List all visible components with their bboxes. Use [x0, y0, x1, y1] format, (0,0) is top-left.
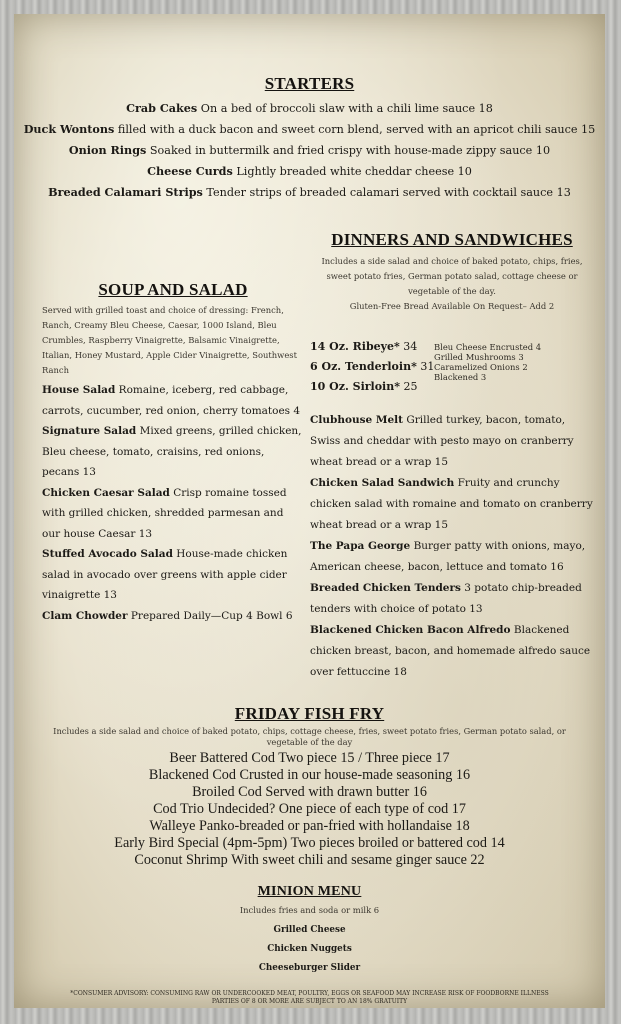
starters-section: [14, 74, 605, 203]
menu-item: [14, 98, 605, 119]
minion-item: Grilled Cheese: [273, 925, 346, 935]
fish-fry-heading: FRIDAY FISH FRY: [234, 704, 385, 723]
item-name: Breaded Chicken Tenders: [310, 582, 461, 594]
consumer-advisory: [34, 990, 585, 1006]
item-desc: filled with a duck bacon and sweet corn blend, served with an apricot chili sauce 15: [117, 123, 596, 136]
gluten-note: Gluten-Free Bread Available On Request– Add 2: [349, 301, 555, 311]
menu-item: [42, 380, 304, 421]
steak-item: [310, 376, 418, 397]
minion-item: Chicken Nuggets: [267, 944, 352, 954]
menu-item: [310, 620, 595, 683]
item-name: Cheese Curds: [147, 164, 233, 178]
steak-item: [310, 336, 417, 357]
menu-item: [48, 818, 571, 835]
steak-name: 14 Oz. Ribeye*: [310, 340, 400, 353]
steak-item: [310, 356, 434, 377]
menu-item: [42, 544, 304, 606]
item-name: The Papa George: [310, 540, 411, 552]
dressing-note: Served with grilled toast and choice of dressing: French, Ranch, Creamy Bleu Cheese, Caesar, 1000 Island, Bleu Crumbles, Raspberry Vinaigrette, Balsamic Vinaigrette, Italian, Honey Mustard, Apple Cider Vinaigrette, Southwest Ranch: [42, 305, 297, 375]
soup-salad-heading: SOUP AND SALAD: [98, 280, 248, 299]
item-desc: Crusted in our house-made seasoning 16: [239, 767, 471, 783]
item-name: Early Bird Special: [114, 835, 220, 851]
item-desc: Blackened chicken breast, bacon, and homemade alfredo sauce over fettuccine 18: [310, 624, 591, 678]
item-name: Blackened Cod: [148, 767, 236, 783]
item-name: Breaded Calamari Strips: [48, 185, 203, 199]
dinners-note: Includes a side salad and choice of baked potato, chips, fries, sweet potato fries, German potato salad, cottage cheese or vegetable of the day.: [321, 256, 583, 296]
item-desc: Fruity and crunchy chicken salad with romaine and tomato on cranberry wheat bread or a wrap 15: [310, 477, 593, 531]
item-name: Blackened Chicken Bacon Alfredo: [310, 624, 511, 636]
item-name: Clam Chowder: [42, 609, 128, 622]
item-name: House Salad: [42, 384, 116, 396]
menu-item: [14, 182, 605, 203]
menu-paper: [14, 14, 605, 1008]
item-desc: Tender strips of breaded calamari served with cocktail sauce 13: [206, 186, 571, 199]
item-name: Clubhouse Melt: [310, 414, 403, 426]
steak-price: 31: [420, 360, 435, 373]
advisory-line: PARTIES OF 8 OR MORE ARE SUBJECT TO AN 18% GRATUITY: [211, 998, 408, 1005]
menu-item: [42, 421, 304, 483]
menu-item: [48, 801, 571, 818]
item-desc: Grilled turkey, bacon, tomato, Swiss and cheddar with pesto mayo on cranberry wheat bread or a wrap 15: [310, 414, 574, 468]
steak-price: 25: [403, 380, 418, 393]
menu-item: [48, 750, 571, 767]
menu-item: [14, 119, 605, 140]
menu-item: [48, 835, 571, 852]
item-desc: Mixed greens, grilled chicken, Bleu cheese, tomato, craisins, red onions, pecans 13: [42, 425, 302, 478]
minion-heading: MINION MENU: [257, 884, 362, 899]
menu-item: [310, 410, 595, 473]
steak-extra: Caramelized Onions 2: [434, 362, 528, 372]
starters-heading: STARTERS: [264, 74, 355, 93]
minion-note: Includes fries and soda or milk 6: [239, 905, 380, 915]
menu-item: [42, 606, 304, 627]
item-desc: Burger patty with onions, mayo, American cheese, bacon, lettuce and tomato 16: [310, 540, 586, 573]
menu-item: [310, 578, 595, 620]
minion-section: [14, 884, 605, 978]
steak-name: 10 Oz. Sirloin*: [310, 380, 400, 393]
item-desc: On a bed of broccoli slaw with a chili lime sauce 18: [200, 102, 493, 115]
menu-item: [14, 140, 605, 161]
item-desc: Crisp romaine tossed with grilled chicken, shredded parmesan and our house Caesar 13: [42, 486, 287, 540]
menu-item: [14, 161, 605, 182]
steak-extra: Grilled Mushrooms 3: [434, 352, 524, 362]
steak-price: 34: [403, 340, 418, 353]
item-desc: Lightly breaded white cheddar cheese 10: [236, 165, 472, 178]
fish-fry-note: Includes a side salad and choice of baked potato, chips, cottage cheese, fries, sweet potato fries, German potato salad, or vegetable of the day: [53, 726, 566, 747]
item-name: Chicken Caesar Salad: [42, 486, 170, 499]
item-desc: Romaine, iceberg, red cabbage, carrots, cucumber, red onion, cherry tomatoes 4: [42, 384, 301, 417]
salad-list: [42, 380, 304, 626]
item-name: Beer Battered Cod: [169, 750, 275, 766]
menu-item: [48, 784, 571, 801]
sandwiches-list: [310, 410, 595, 683]
dinners-section: [310, 230, 594, 314]
steak-name: 6 Oz. Tenderloin*: [310, 360, 417, 373]
menu-item: [310, 473, 595, 536]
item-desc: Soaked in buttermilk and fried crispy with house-made zippy sauce 10: [149, 144, 551, 157]
item-name: Walleye: [149, 818, 196, 834]
dinners-heading: DINNERS AND SANDWICHES: [331, 230, 573, 249]
steaks-block: [310, 336, 595, 406]
item-desc: Panko-breaded or pan-fried with hollandaise 18: [199, 818, 470, 834]
minion-item: Cheeseburger Slider: [258, 963, 361, 973]
item-desc: (4pm-5pm) Two pieces broiled or battered cod 14: [222, 835, 505, 851]
item-name: Duck Wontons: [23, 122, 115, 136]
item-name: Stuffed Avocado Salad: [42, 548, 173, 560]
menu-item: [48, 767, 571, 784]
soup-salad-section: [42, 280, 304, 626]
item-desc: Served with drawn butter 16: [265, 784, 427, 800]
item-desc: Two piece 15 / Three piece 17: [278, 750, 450, 766]
item-name: Coconut Shrimp: [134, 852, 228, 868]
advisory-line: *CONSUMER ADVISORY: CONSUMING RAW OR UNDERCOOKED MEAT, POULTRY, EGGS OR SEAFOOD MAY INCREASE RISK OF FOODBORNE ILLNESS: [70, 990, 549, 997]
item-name: Crab Cakes: [126, 101, 198, 115]
item-desc: Prepared Daily—Cup 4 Bowl 6: [127, 609, 293, 622]
item-name: Signature Salad: [42, 425, 137, 437]
item-name: Onion Rings: [68, 143, 147, 157]
item-desc: House-made chicken salad in avocado over greens with apple cider vinaigrette 13: [42, 548, 288, 601]
menu-item: [310, 536, 595, 578]
item-desc: Undecided? One piece of each type of cod 17: [207, 801, 466, 817]
item-name: Broiled Cod: [192, 784, 262, 800]
steak-extra: Blackened 3: [434, 372, 487, 382]
item-name: Chicken Salad Sandwich: [310, 477, 455, 489]
steak-extra: Bleu Cheese Encrusted 4: [434, 342, 542, 352]
item-name: Cod Trio: [153, 801, 204, 817]
item-desc: 3 potato chip-breaded tenders with choice of potato 13: [310, 582, 582, 615]
item-desc: With sweet chili and sesame ginger sauce 22: [231, 852, 485, 868]
menu-item: [42, 483, 304, 545]
fish-fry-section: [48, 704, 571, 869]
menu-item: [48, 852, 571, 869]
